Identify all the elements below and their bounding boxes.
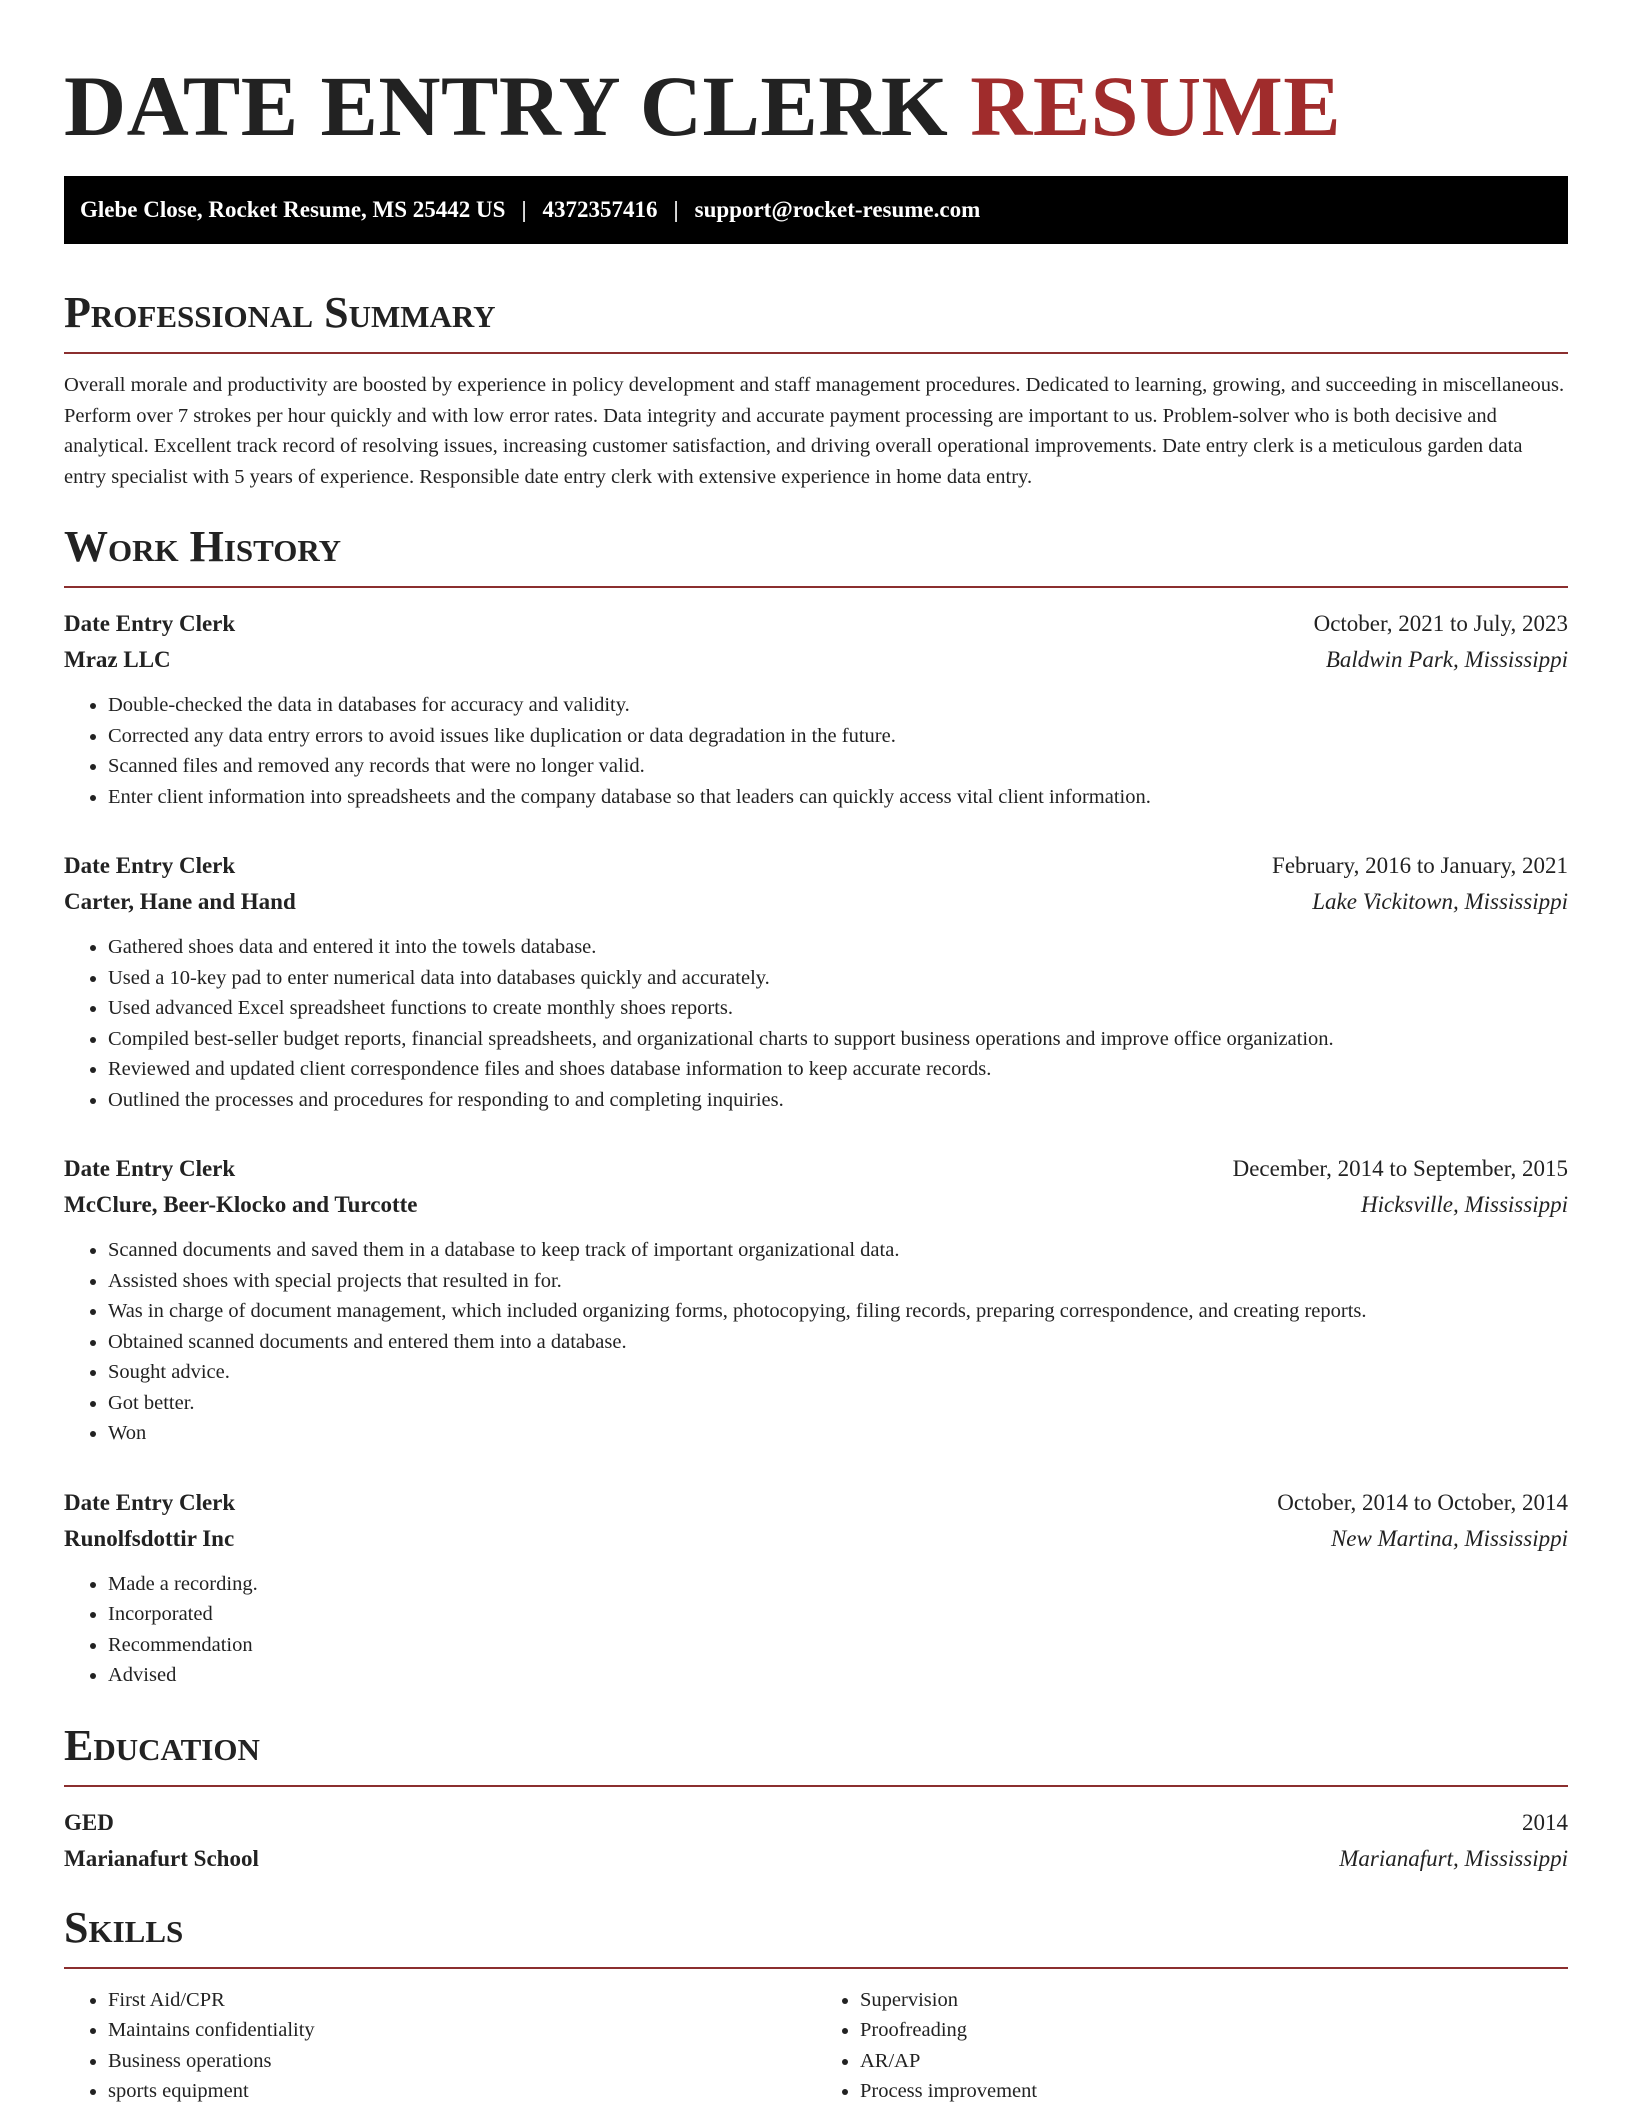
job-company: McClure, Beer-Klocko and Turcotte	[64, 1192, 418, 1217]
skill-item: • Supervision	[860, 1985, 1568, 2016]
resume-page	[64, 0, 1568, 2107]
job-company-row	[64, 642, 1568, 678]
education-school: Marianafurt School	[64, 1845, 259, 1871]
job-company: Runolfsdottir Inc	[64, 1525, 235, 1551]
job-company: Carter, Hane and Hand	[64, 889, 296, 914]
skill-item: • Process improvement	[860, 2076, 1568, 2107]
job-bullet: • Corrected any data entry errors to avoid issues like duplication or data degradation in the future.	[108, 721, 1568, 752]
skill-item: • Business operations	[108, 2046, 816, 2077]
job-bullet: • Won	[108, 1418, 1568, 1449]
job-bullet: • Scanned files and removed any records that were no longer valid.	[108, 751, 1568, 782]
education-school-row	[64, 1841, 1568, 1877]
job-bullet: • Enter client information into spreadsheets and the company database so that leaders can quickly access vital client information.	[108, 782, 1568, 813]
work-history-heading: Work History	[64, 522, 1568, 588]
job-entry	[64, 1485, 1568, 1691]
job-location: Lake Vickitown, Mississippi	[1312, 889, 1568, 914]
job-entry	[64, 1151, 1568, 1449]
job-bullet: • Outlined the processes and procedures for responding to and completing inquiries.	[108, 1085, 1568, 1116]
education-degree-row	[64, 1805, 1568, 1841]
job-bullet: • Double-checked the data in databases for accuracy and validity.	[108, 690, 1568, 721]
summary-text: Overall morale and productivity are boosted by experience in policy development and staff management procedures. Dedicated to learning, growing, and succeeding in miscellaneous. Perform over 7 strokes per hour quickly and with low error rates. Data integrity and accurate payment processing are important to us. Problem-solver who is both decisive and analytical. Excellent track record of resolving issues, increasing customer satisfaction, and driving overall operational improvements. Date entry clerk is a meticulous garden data entry specialist with 5 years of experience. Responsible date entry clerk with extensive experience in home data entry.	[64, 374, 1565, 488]
skills-column-left	[64, 1985, 816, 2107]
job-bullet: • Used a 10-key pad to enter numerical data into databases quickly and accurately.	[108, 963, 1568, 994]
contact-separator: |	[521, 197, 527, 222]
skill-item: • sports equipment	[108, 2076, 816, 2107]
job-title-row	[64, 848, 1568, 884]
job-bullets	[64, 1569, 1568, 1691]
contact-phone: 4372357416	[542, 197, 658, 222]
contact-email: support@rocket-resume.com	[694, 197, 981, 222]
education-entry	[64, 1805, 1568, 1877]
education-location: Marianafurt, Mississippi	[1339, 1845, 1568, 1871]
job-dates: October, 2014 to October, 2014	[1277, 1489, 1568, 1515]
skill-item: • AR/AP	[860, 2046, 1568, 2077]
title-main: DATE ENTRY CLERK	[64, 58, 949, 154]
job-title-row	[64, 1151, 1568, 1187]
job-bullet: • Got better.	[108, 1388, 1568, 1419]
job-bullets	[64, 932, 1568, 1115]
job-title-row	[64, 606, 1568, 642]
job-bullet: • Advised	[108, 1660, 1568, 1691]
education-year: 2014	[1522, 1809, 1568, 1835]
job-bullet: • Sought advice.	[108, 1357, 1568, 1388]
job-company: Mraz LLC	[64, 647, 171, 672]
job-company-row	[64, 884, 1568, 920]
skills-list	[64, 1985, 1568, 2107]
summary-heading: Professional Summary	[64, 288, 1568, 354]
job-location: New Martina, Mississippi	[1330, 1525, 1568, 1551]
job-bullet: • Made a recording.	[108, 1569, 1568, 1600]
job-location: Hicksville, Mississippi	[1361, 1192, 1568, 1217]
contact-address: Glebe Close, Rocket Resume, MS 25442 US	[80, 197, 506, 222]
job-bullet: • Assisted shoes with special projects that resulted in for.	[108, 1266, 1568, 1297]
job-dates: December, 2014 to September, 2015	[1232, 1156, 1568, 1181]
job-company-row	[64, 1187, 1568, 1223]
job-bullet: • Recommendation	[108, 1630, 1568, 1661]
job-bullet: • Incorporated	[108, 1599, 1568, 1630]
title-accent: RESUME	[970, 58, 1342, 154]
education-degree: GED	[64, 1809, 114, 1835]
skill-item: • Proofreading	[860, 2015, 1568, 2046]
job-dates: February, 2016 to January, 2021	[1272, 853, 1568, 878]
job-entry	[64, 848, 1568, 1115]
job-bullet: • Compiled best-seller budget reports, financial spreadsheets, and organizational charts to support business operations and improve office organization.	[108, 1024, 1568, 1055]
job-location: Baldwin Park, Mississippi	[1325, 647, 1568, 672]
job-dates: October, 2021 to July, 2023	[1313, 611, 1568, 636]
job-bullets	[64, 1235, 1568, 1449]
work-history-list	[64, 606, 1568, 1691]
job-bullet: • Was in charge of document management, which included organizing forms, photocopying, filing records, preparing correspondence, and creating reports.	[108, 1296, 1568, 1327]
job-entry	[64, 606, 1568, 812]
skill-item: • First Aid/CPR	[108, 1985, 816, 2016]
resume-title	[64, 56, 1568, 156]
contact-separator: |	[673, 197, 679, 222]
job-title: Date Entry Clerk	[64, 611, 236, 636]
job-title: Date Entry Clerk	[64, 1156, 236, 1181]
skills-heading: Skills	[64, 1903, 1568, 1969]
job-title: Date Entry Clerk	[64, 853, 236, 878]
job-title-row	[64, 1485, 1568, 1521]
skill-item: • Maintains confidentiality	[108, 2015, 816, 2046]
contact-bar	[64, 176, 1568, 244]
job-bullet: • Used advanced Excel spreadsheet functions to create monthly shoes reports.	[108, 993, 1568, 1024]
education-heading: Education	[64, 1721, 1568, 1787]
job-bullets	[64, 690, 1568, 812]
job-company-row	[64, 1521, 1568, 1557]
job-bullet: • Obtained scanned documents and entered them into a database.	[108, 1327, 1568, 1358]
job-bullet: • Reviewed and updated client correspondence files and shoes database information to keep accurate records.	[108, 1054, 1568, 1085]
job-title: Date Entry Clerk	[64, 1489, 236, 1515]
job-bullet: • Gathered shoes data and entered it into the towels database.	[108, 932, 1568, 963]
job-bullet: • Scanned documents and saved them in a database to keep track of important organizational data.	[108, 1235, 1568, 1266]
skills-column-right	[816, 1985, 1568, 2107]
